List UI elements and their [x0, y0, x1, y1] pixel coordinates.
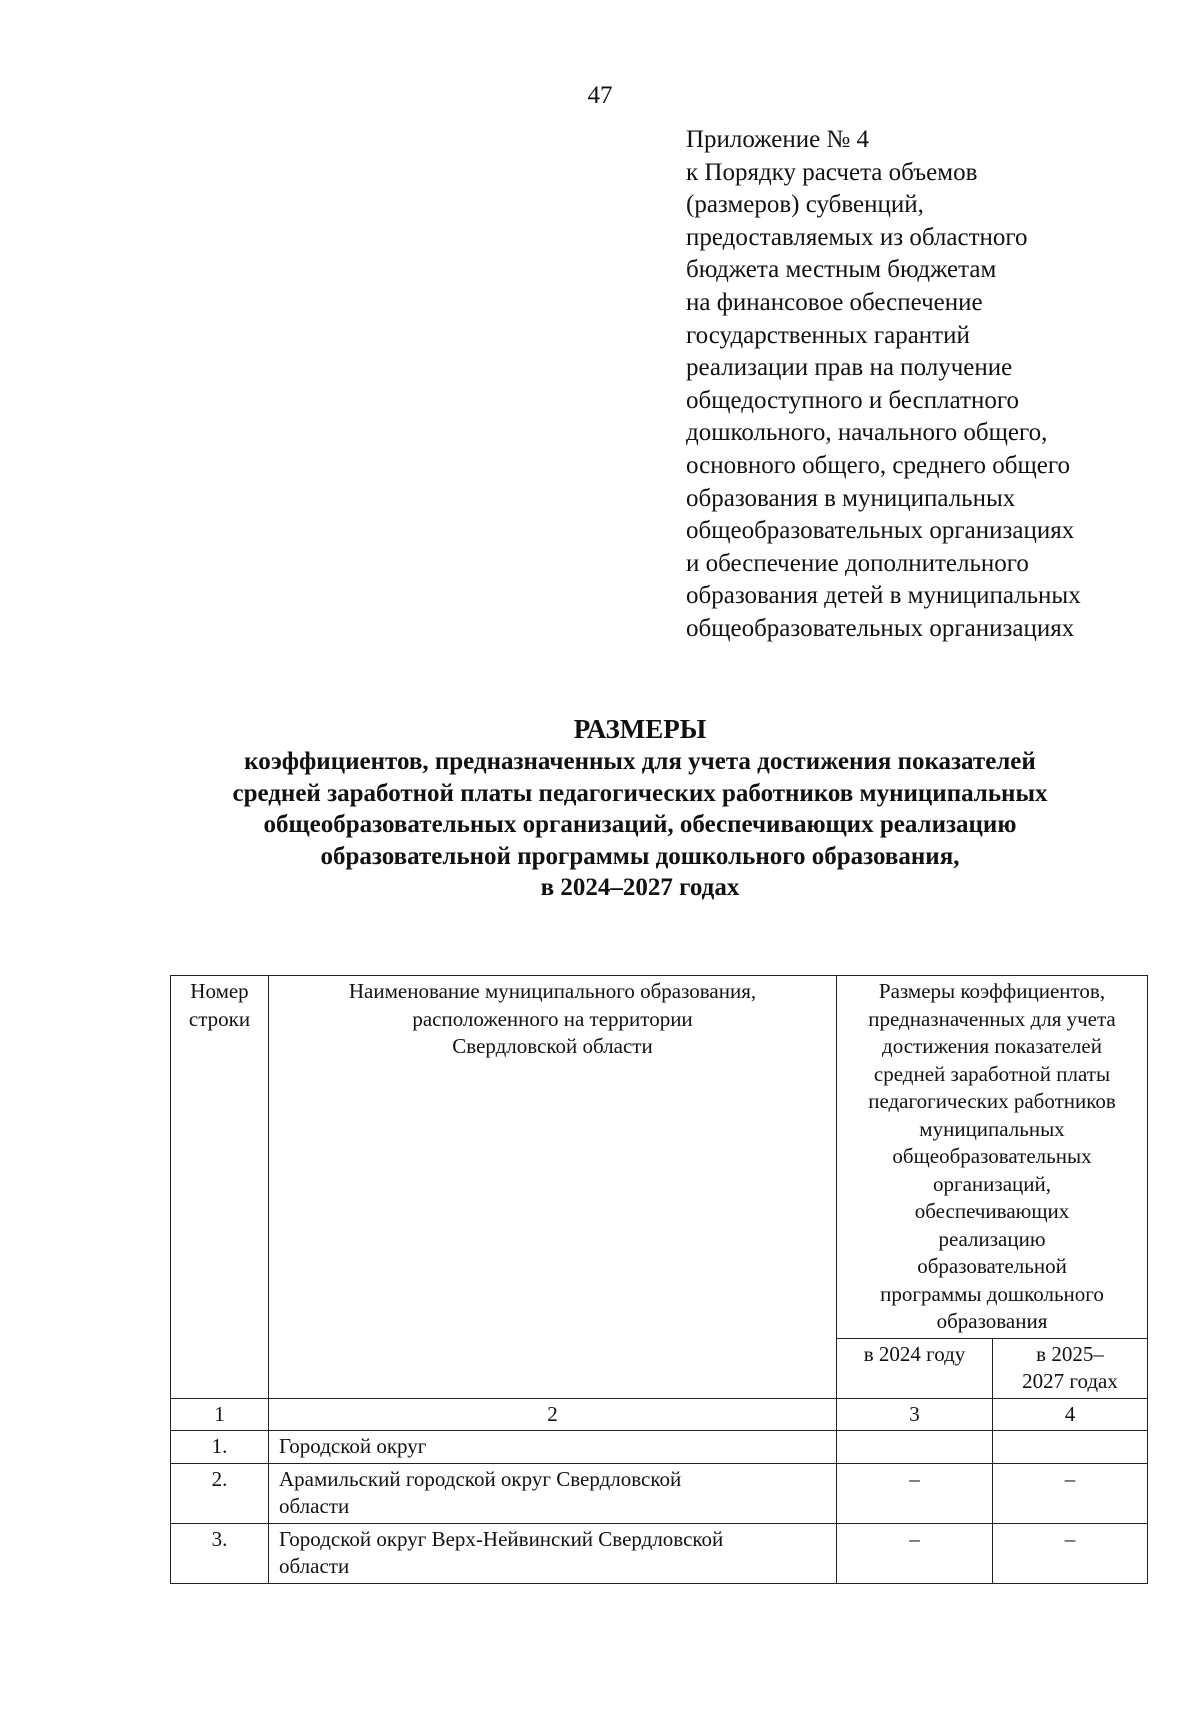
appendix-line: общедоступного и бесплатного: [686, 386, 1019, 414]
heading-line: средней заработной платы педагогических работников муниципальных: [232, 779, 1048, 807]
coef-2024: –: [837, 1523, 993, 1583]
appendix-line: общеобразовательных организациях: [686, 517, 1075, 545]
table-column-numbers-row: [171, 1398, 1148, 1431]
appendix-line: государственных гарантий: [686, 321, 970, 349]
heading-line: в 2024–2027 годах: [540, 874, 740, 901]
table-row: [171, 1463, 1148, 1523]
column-number: 2: [269, 1398, 837, 1431]
coef-2025-2027: –: [993, 1463, 1148, 1523]
appendix-line: реализации прав на получение: [686, 354, 1013, 382]
appendix-line: и обеспечение дополнительного: [686, 549, 1029, 577]
appendix-line: предоставляемых из областного: [686, 223, 1028, 251]
municipality-name: Городской округ Верх-Нейвинский Свердловской области: [269, 1523, 837, 1583]
appendix-line: Приложение № 4: [686, 126, 870, 153]
appendix-line: образования детей в муниципальных: [686, 582, 1081, 610]
row-number: 2.: [171, 1463, 269, 1523]
page-number: 47: [587, 82, 613, 109]
appendix-line: на финансовое обеспечение: [686, 288, 983, 316]
coef-2025-2027: –: [993, 1523, 1148, 1583]
header-year-2025-2027: в 2025– 2027 годах: [993, 1338, 1148, 1398]
appendix-line: образования в муниципальных: [686, 484, 1016, 512]
appendix-line: основного общего, среднего общего: [686, 451, 1070, 479]
coef-2024: –: [837, 1463, 993, 1523]
header-coefficients: Размеры коэффициентов, предназначенных для учета достижения показателей средней заработной платы педагогических работников муниципальных общеобразовательных организаций, обеспечивающих реализацию образовательной программы дошкольного образования: [837, 976, 1148, 1339]
appendix-note: [686, 124, 1186, 646]
appendix-line: общеобразовательных организациях: [686, 614, 1075, 642]
appendix-line: к Порядку расчета объемов: [686, 158, 978, 186]
coefficients-table: [170, 975, 1148, 1584]
document-heading: [80, 712, 1200, 904]
column-number: 1: [171, 1398, 269, 1431]
header-year-2024: в 2024 году: [837, 1338, 993, 1398]
heading-line: коэффициентов, предназначенных для учета достижения показателей: [244, 748, 1036, 775]
row-number: 3.: [171, 1523, 269, 1583]
appendix-line: (размеров) субвенций,: [686, 191, 924, 219]
coef-2025-2027: [993, 1431, 1148, 1464]
column-number: 4: [993, 1398, 1148, 1431]
header-municipality-name: Наименование муниципального образования, расположенного на территории Свердловской области: [269, 976, 837, 1399]
table-header-row: [171, 976, 1148, 1339]
appendix-line: бюджета местным бюджетам: [686, 256, 997, 284]
municipality-name: Арамильский городской округ Свердловской области: [269, 1463, 837, 1523]
table-row: [171, 1431, 1148, 1464]
heading-title: РАЗМЕРЫ: [573, 714, 707, 744]
header-row-number: Номер строки: [171, 976, 269, 1399]
appendix-line: дошкольного, начального общего,: [686, 419, 1048, 447]
municipality-name: Городской округ: [269, 1431, 837, 1464]
heading-line: общеобразовательных организаций, обеспечивающих реализацию: [263, 811, 1017, 838]
row-number: 1.: [171, 1431, 269, 1464]
coef-2024: [837, 1431, 993, 1464]
heading-line: образовательной программы дошкольного образования,: [320, 842, 960, 870]
column-number: 3: [837, 1398, 993, 1431]
table-row: [171, 1523, 1148, 1583]
